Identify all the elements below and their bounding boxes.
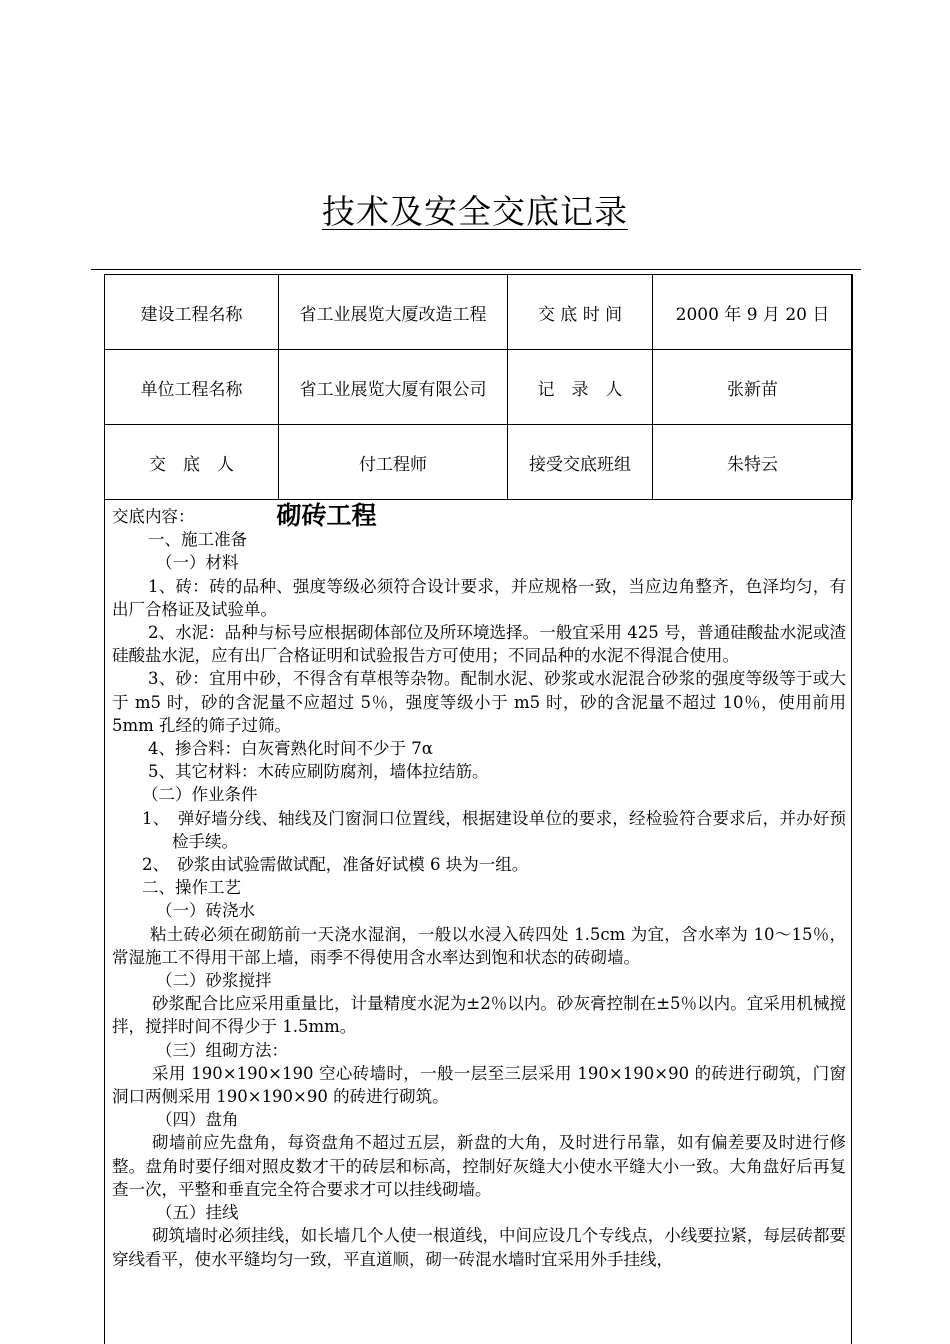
paragraph: 5、其它材料：木砖应刷防腐剂，墙体拉结筋。	[148, 762, 489, 782]
subsection-heading: （一）材料	[156, 553, 239, 573]
paragraph: 1、砖：砖的品种、强度等级必须符合设计要求，并应规格一致，当应边角整齐，色泽均匀，有出厂合格证及试验单。	[112, 576, 846, 619]
label-recorder: 记 录 人	[508, 350, 653, 425]
table-row	[105, 425, 853, 500]
label-handover-time: 交 底 时 间	[508, 275, 653, 350]
paragraph: 4、掺合料：白灰膏熟化时间不少于 7α	[148, 739, 433, 759]
list-item: 1、 弹好墙分线、轴线及门窗洞口位置线，根据建设单位的要求，经检验符合要求后，并办好预检手续。	[142, 808, 846, 851]
document-title-text: 技术及安全交底记录	[322, 192, 628, 231]
label-receiving-team: 接受交底班组	[508, 425, 653, 500]
handover-content	[112, 502, 846, 1271]
value-recorder: 张新苗	[653, 350, 853, 425]
subsection-heading: （二）砂浆搅拌	[156, 971, 272, 991]
value-handover-time: 2000 年 9 月 20 日	[653, 275, 853, 350]
list-item: 2、 砂浆由试验需做试配，准备好试模 6 块为一组。	[142, 855, 529, 875]
label-unit-name: 单位工程名称	[105, 350, 279, 425]
label-project-name: 建设工程名称	[105, 275, 279, 350]
value-unit-name: 省工业展览大厦有限公司	[279, 350, 508, 425]
subsection-heading: （四）盘角	[156, 1110, 239, 1130]
content-header-line	[112, 502, 846, 528]
content-label: 交底内容：	[112, 507, 195, 526]
value-presenter: 付工程师	[279, 425, 508, 500]
subsection-heading: （一）砖浇水	[156, 901, 255, 921]
content-heading: 砌砖工程	[276, 501, 377, 530]
value-receiving-team: 朱特云	[653, 425, 853, 500]
paragraph: 采用 190×190×190 空心砖墙时，一般一层至三层采用 190×190×90 的砖进行砌筑，门窗洞口两侧采用 190×190×90 的砖进行砌筑。	[112, 1063, 846, 1107]
table-row	[105, 275, 853, 350]
table-row	[105, 350, 853, 425]
paragraph: 粘土砖必须在砌筋前一天浇水湿润，一般以水浸入砖四处 1.5cm 为宜，含水率为 10～15％，常湿施工不得用干部上墙，雨季不得使用含水率达到饱和状态的砖砌墙。	[112, 924, 846, 967]
paragraph: 2、水泥：品种与标号应根据砌体部位及所环境选择。一般宜采用 425 号，普通硅酸盐水泥或渣硅酸盐水泥，应有出厂合格证明和试验报告方可使用；不同品种的水泥不得混合使用。	[112, 623, 846, 666]
paragraph: 3、砂：宜用中砂，不得含有草根等杂物。配制水泥、砂浆或水泥混合砂浆的强度等级等于或大于 m5 时，砂的含泥量不应超过 5％，强度等级小于 m5 时，砂的含泥量不超过 10％，使用前用 5mm 孔经的筛子过筛。	[112, 669, 846, 735]
section-heading: 一、施工准备	[148, 530, 247, 550]
value-project-name: 省工业展览大厦改造工程	[279, 275, 508, 350]
subsection-heading: （三）组砌方法：	[156, 1040, 288, 1060]
paragraph: 砂浆配合比应采用重量比，计量精度水泥为±2％以内。砂灰膏控制在±5％以内。宜采用机械搅拌，搅拌时间不得少于 1.5mm。	[112, 994, 846, 1037]
subsection-heading: （五）挂线	[156, 1203, 239, 1223]
subsection-heading: （二）作业条件	[142, 785, 258, 805]
label-presenter: 交 底 人	[105, 425, 279, 500]
section-heading: 二、操作工艺	[142, 878, 241, 898]
document-title	[0, 186, 950, 233]
paragraph: 砌筑墙时必须挂线，如长墙几个人使一根道线，中间应设几个专线点，小线要拉紧，每层砖都要穿线看平，使水平缝均匀一致，平直道顺，砌一砖混水墙时宜采用外手挂线，	[112, 1226, 846, 1269]
paragraph: 砌墙前应先盘角，每资盘角不超过五层，新盘的大角，及时进行吊靠，如有偏差要及时进行修整。盘角时要仔细对照皮数才干的砖层和标高，控制好灰缝大小使水平缝大小一致。大角盘好后再复查一次，平整和垂直完全符合要求才可以挂线砌墙。	[112, 1133, 846, 1199]
title-rule	[91, 269, 861, 270]
info-table	[104, 274, 853, 500]
